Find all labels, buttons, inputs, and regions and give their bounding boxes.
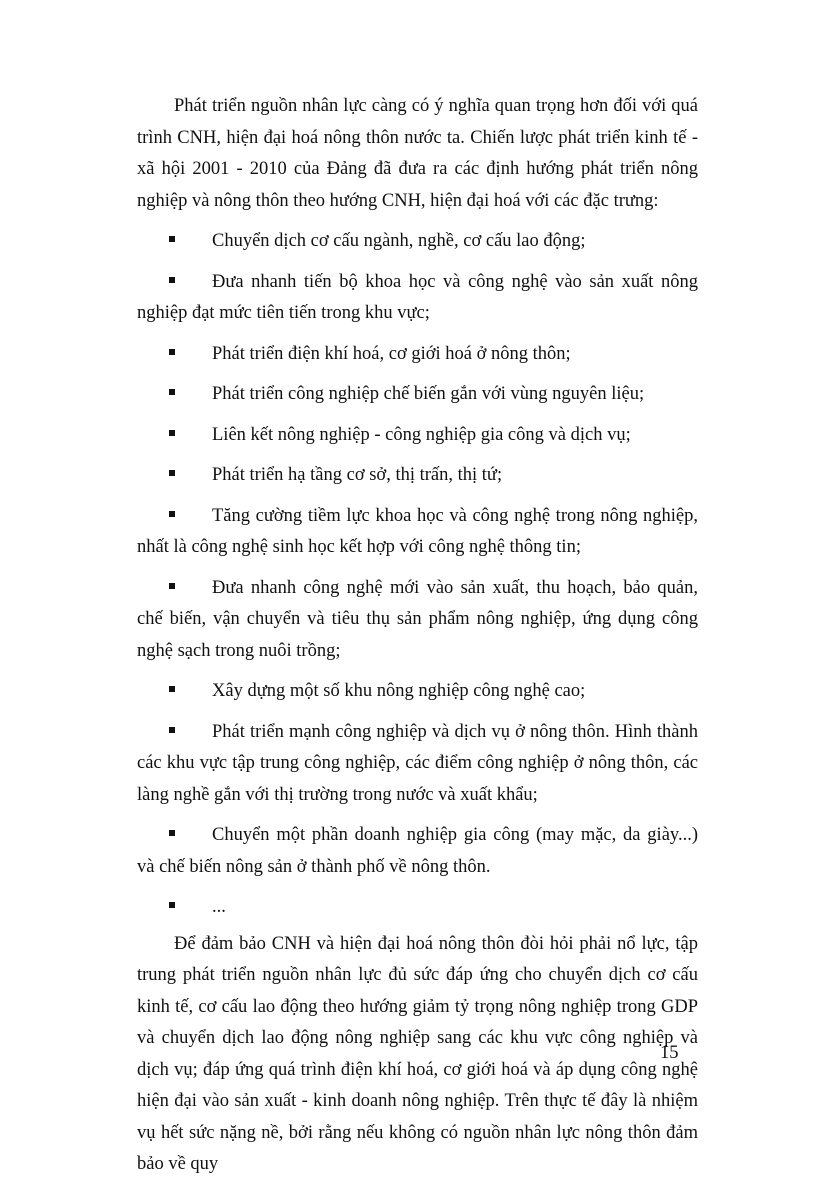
list-item [137, 267, 698, 330]
list-item-text: Xây dựng một số khu nông nghiệp công nghệ cao; [212, 681, 586, 701]
square-bullet-icon [169, 430, 175, 436]
page-body [137, 91, 698, 1181]
list-item [137, 573, 698, 668]
square-bullet-icon [169, 470, 175, 476]
list-item [137, 892, 698, 924]
list-item [137, 820, 698, 883]
intro-paragraph: Phát triển nguồn nhân lực càng có ý nghĩa quan trọng hơn đối với quá trình CNH, hiện đại hoá nông thôn nước ta. Chiến lược phát triển kinh tế - xã hội 2001 - 2010 của Đảng đã đưa ra các định hướng phát triển nông nghiệp và nông thôn theo hướng CNH, hiện đại hoá với các đặc trưng: [137, 96, 698, 211]
bullet-list [137, 226, 698, 924]
list-item-text: Chuyển dịch cơ cấu ngành, nghề, cơ cấu lao động; [212, 231, 586, 251]
square-bullet-icon [169, 236, 175, 242]
square-bullet-icon [169, 583, 175, 589]
list-item-text: Đưa nhanh tiến bộ khoa học và công nghệ vào sản xuất nông nghiệp đạt mức tiên tiến trong khu vực; [137, 271, 698, 323]
list-item [137, 339, 698, 371]
list-item-text: Đưa nhanh công nghệ mới vào sản xuất, thu hoạch, bảo quản, chế biến, vận chuyển và tiêu thụ sản phẩm nông nghiệp, ứng dụng công nghệ sạch trong nuôi trồng; [137, 577, 698, 661]
list-item [137, 226, 698, 258]
square-bullet-icon [169, 349, 175, 355]
list-item-text: Phát triển hạ tầng cơ sở, thị trấn, thị tứ; [212, 465, 503, 485]
list-item-text: Phát triển điện khí hoá, cơ giới hoá ở nông thôn; [212, 343, 571, 364]
square-bullet-icon [169, 686, 175, 692]
list-item-text: Chuyển một phần doanh nghiệp gia công (may mặc, da giày...) và chế biến nông sản ở thành phố về nông thôn. [137, 825, 698, 877]
list-item-text: Phát triển mạnh công nghiệp và dịch vụ ở nông thôn. Hình thành các khu vực tập trung công nghiệp, các điểm công nghiệp ở nông thôn, các làng nghề gắn với thị trường trong nước và xuất khẩu; [137, 721, 698, 805]
list-item [137, 676, 698, 708]
page-number: 15 [660, 1043, 679, 1063]
list-item [137, 501, 698, 564]
square-bullet-icon [169, 830, 175, 836]
list-item [137, 420, 698, 452]
closing-paragraph: Để đảm bảo CNH và hiện đại hoá nông thôn đòi hỏi phải nổ lực, tập trung phát triển nguồn nhân lực đủ sức đáp ứng cho chuyển dịch cơ cấu kinh tế, cơ cấu lao động theo hướng giảm tỷ trọng nông nghiệp trong GDP và chuyển dịch lao động nông nghiệp sang các khu vực công nghiệp và dịch vụ; đáp ứng quá trình điện khí hoá, cơ giới hoá và áp dụng công nghệ hiện đại vào sản xuất - kinh doanh nông nghiệp. Trên thực tế đây là nhiệm vụ hết sức nặng nề, bởi rằng nếu không có nguồn nhân lực nông thôn đảm bảo về quy [137, 933, 698, 1174]
list-item-text: ... [212, 897, 226, 917]
list-item [137, 460, 698, 492]
list-item [137, 379, 698, 411]
square-bullet-icon [169, 727, 175, 733]
square-bullet-icon [169, 902, 175, 908]
list-item-text: Liên kết nông nghiệp - công nghiệp gia công và dịch vụ; [212, 424, 631, 445]
square-bullet-icon [169, 277, 175, 283]
square-bullet-icon [169, 389, 175, 395]
list-item-text: Tăng cường tiềm lực khoa học và công nghệ trong nông nghiệp, nhất là công nghệ sinh học kết hợp với công nghệ thông tin; [137, 505, 698, 557]
list-item [137, 717, 698, 812]
square-bullet-icon [169, 511, 175, 517]
list-item-text: Phát triển công nghiệp chế biến gắn với vùng nguyên liệu; [212, 384, 645, 404]
